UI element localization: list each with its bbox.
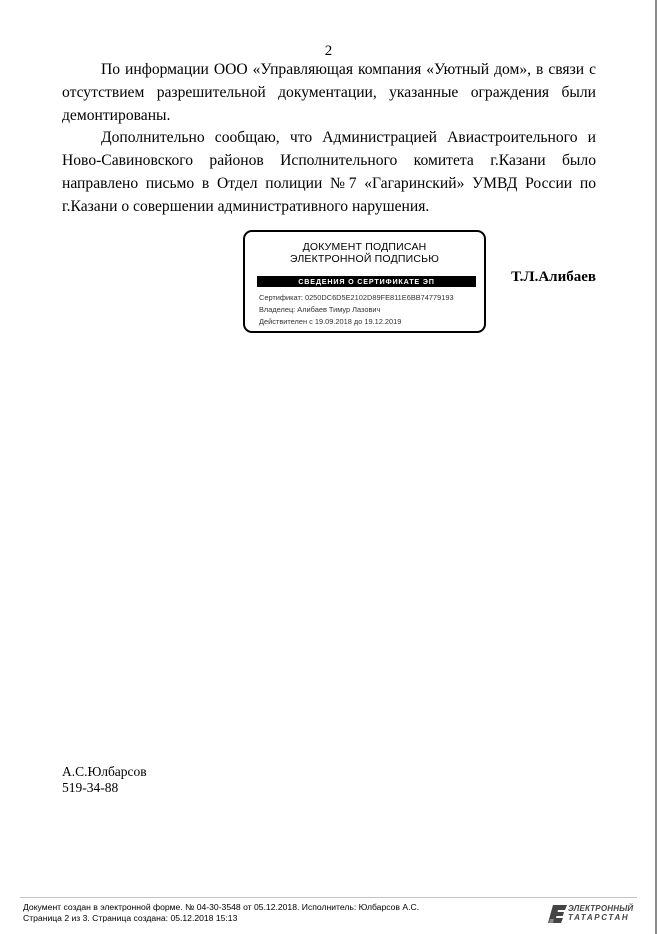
executor-name: А.С.Юлбарсов	[62, 764, 147, 779]
stamp-owner: Владелец: Алибаев Тимур Лазович	[259, 305, 381, 314]
paragraph-demolition-info	[62, 58, 596, 127]
logo-wordmark	[568, 904, 633, 922]
footer-line: Страница 2 из 3. Страница создана: 05.12.2018 15:13	[23, 913, 238, 923]
paragraph-line: направлено письмо в Отдел полиции №7 «Гагаринский» УМВД России по	[62, 175, 596, 192]
stamp-title	[245, 241, 484, 265]
paragraph-line: Ново-Савиновского районов Исполнительного комитета г.Казани было	[62, 152, 596, 169]
stamp-certificate-header: СВЕДЕНИЯ О СЕРТИФИКАТЕ ЭП	[257, 276, 476, 287]
executor-phone: 519-34-88	[62, 780, 119, 795]
paragraph-police-letter	[62, 126, 596, 218]
logo-line: ЭЛЕКТРОННЫЙ	[568, 904, 634, 913]
page-number: 2	[324, 43, 333, 59]
stamp-title-line: ЭЛЕКТРОННОЙ ПОДПИСЬЮ	[289, 253, 440, 265]
paragraph-line: демонтированы.	[62, 107, 171, 124]
footer-line: Документ создан в электронной форме. № 04-30-3548 от 05.12.2018. Исполнитель: Юлбарсов А.С.	[23, 902, 420, 912]
footer-info	[23, 902, 419, 924]
stamp-certificate-number: Сертификат: 0250DC6D5E2102D89FE811E6BB74779193	[259, 293, 454, 302]
electronic-signature-stamp	[243, 230, 486, 333]
footer-divider	[20, 897, 637, 898]
paragraph-line: г.Казани о совершении административного нарушения.	[62, 198, 430, 215]
paragraph-line: Дополнительно сообщаю, что Администрацией Авиастроительного и	[101, 129, 596, 146]
logo-emblem-icon	[548, 903, 568, 925]
signer-name: Т.Л.Алибаев	[511, 269, 596, 285]
logo-line: ТАТАРСТАН	[568, 913, 630, 922]
paragraph-line: отсутствием разрешительной документации, указанные ограждения были	[62, 84, 596, 101]
stamp-title-line: ДОКУМЕНТ ПОДПИСАН	[302, 241, 427, 253]
electronic-tatarstan-logo	[548, 903, 636, 925]
executor-block	[62, 764, 147, 796]
paragraph-line: По информации ООО «Управляющая компания «Уютный дом», в связи с	[101, 61, 596, 78]
stamp-validity: Действителен с 19.09.2018 до 19.12.2019	[259, 317, 402, 326]
